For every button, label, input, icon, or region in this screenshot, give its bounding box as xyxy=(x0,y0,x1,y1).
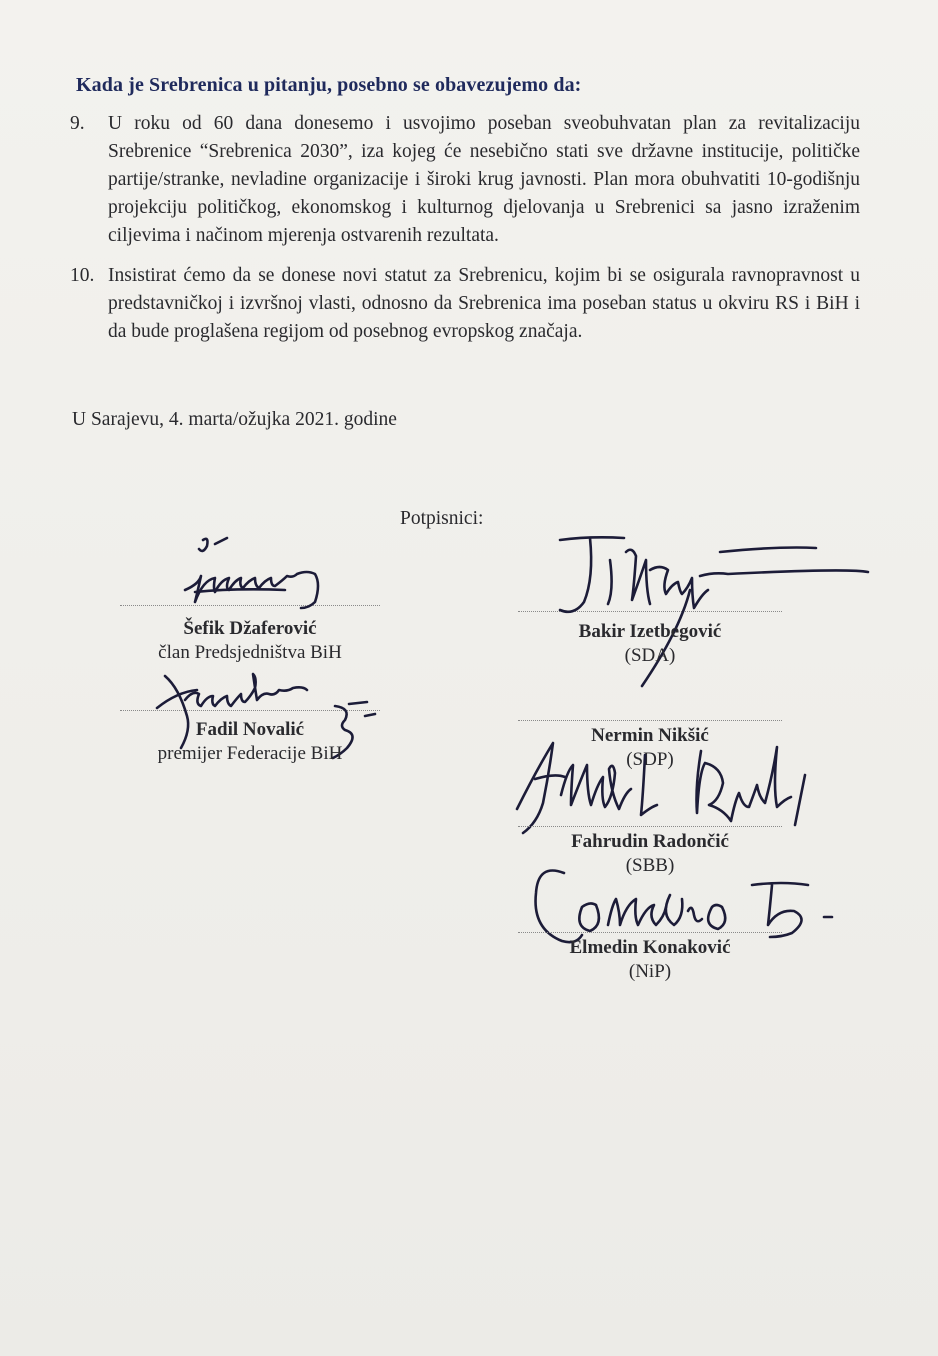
item-text: U roku od 60 dana donesemo i usvojimo poseban sveobuhvatan plan za revitalizaciju Srebrenice “Srebrenica 2030”, iza kojeg će nesebično stati sve državne institucije, političke partije/stranke, nevladine organizacije i široki krug javnosti. Plan mora obuhvatiti 10-godišnju projekciju političkog, ekonomskog i kulturnog djelovanja u Srebrenici sa jasno izraženim ciljevima i načinom mjerenja ostvarenih rezultata. xyxy=(108,113,860,246)
signature-line xyxy=(518,720,782,721)
signature-line xyxy=(518,932,782,933)
signature-dzaferovic xyxy=(175,532,400,622)
signature-niksic xyxy=(505,735,840,845)
signer-role: (SDP) xyxy=(626,749,674,770)
date-line: U Sarajevu, 4. marta/ožujka 2021. godine xyxy=(72,409,397,430)
signer-role: član Predsjedništva BiH xyxy=(158,642,342,663)
signer-name: Bakir Izetbegović xyxy=(578,621,722,642)
signer-role: premijer Federacije BiH xyxy=(157,743,343,764)
signer-role: (SDA) xyxy=(624,645,676,666)
item-number: 9. xyxy=(70,113,85,134)
list-item xyxy=(70,262,860,346)
signer-role: (SBB) xyxy=(625,855,675,876)
signer-name: Fadil Novalić xyxy=(195,719,305,740)
item-text: Insistirat ćemo da se donese novi statut za Srebrenicu, kojim bi se osigurala ravnopravnost u predstavničkoj i izvršnoj vlasti, odnosno da Srebrenica ima poseban status u okviru RS i BiH i da bude proglašena regijom od posebnog evropskog značaja. xyxy=(108,265,860,342)
item-number: 10. xyxy=(70,265,95,286)
signer-name: Šefik Džaferović xyxy=(183,618,317,639)
signatories-label: Potpisnici: xyxy=(400,508,484,529)
signer-name: Fahrudin Radončić xyxy=(571,831,729,852)
signer-role: (NiP) xyxy=(628,961,672,982)
section-heading: Kada je Srebrenica u pitanju, posebno se obavezujemo da: xyxy=(76,74,582,96)
signer-name: Nermin Nikšić xyxy=(591,725,709,746)
signer-name: Elmedin Konaković xyxy=(569,937,731,958)
signature-line xyxy=(518,826,782,827)
list-item xyxy=(70,110,860,250)
